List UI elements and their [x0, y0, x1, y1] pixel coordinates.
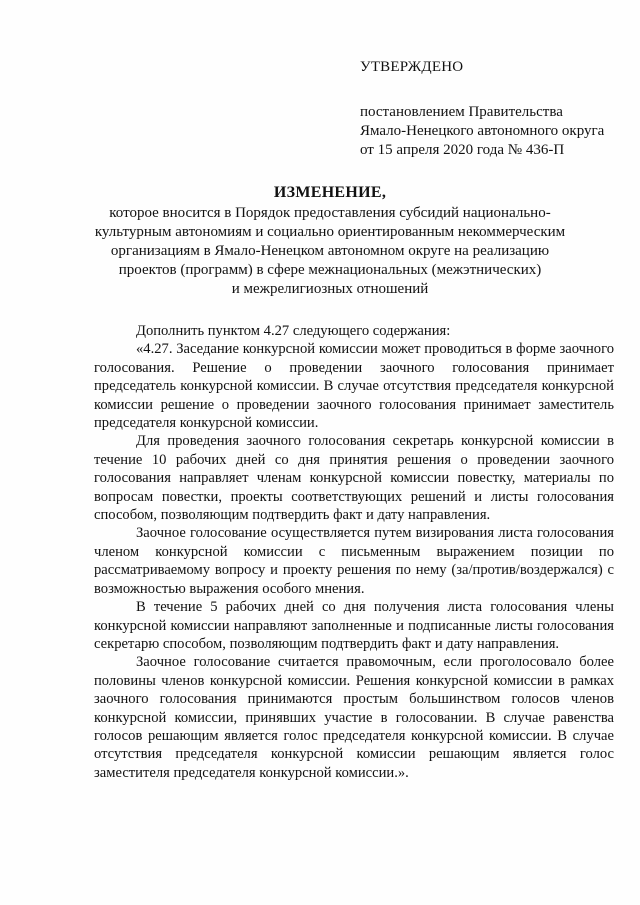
document-heading: ИЗМЕНЕНИЕ, — [273, 184, 387, 201]
title-line: и межрелигиозных отношений — [231, 281, 429, 297]
title-line: культурным автономиям и социально ориентированным некоммерческим — [94, 224, 566, 240]
approval-stamp: УТВЕРЖДЕНО — [360, 59, 464, 75]
title-line: организациям в Ямало-Ненецком автономном округе на реализацию — [110, 243, 550, 259]
intro-paragraph: Дополнить пунктом 4.27 следующего содержания: — [136, 323, 451, 339]
approval-date-line: от 15 апреля 2020 года № 436-П — [360, 142, 565, 158]
body-paragraph: «4.27. Заседание конкурсной комиссии может проводиться в форме заочного голосования. Решение о проведении заочного голосования принимает председатель конкурсной комиссии. В случае отсутствия председателя конкурсной комиссии решение о проведении заочного голосования принимает заместитель председателя конкурсной комиссии. — [94, 341, 614, 432]
title-line: которое вносится в Порядок предоставления субсидий национально- — [109, 205, 551, 221]
body-paragraph: Заочное голосование считается правомочным, если проголосовало более половины членов конкурсной комиссии. Решения конкурсной комиссии в рамках заочного голосования принимаются простым большинством голосов членов конкурсной комиссии, принявших участие в голосовании. В случае равенства голосов решающим является голос председателя конкурсной комиссии. В случае отсутствия председателя конкурсной комиссии решающим является голос заместителя председателя конкурсной комиссии.». — [94, 654, 614, 781]
document-title-block — [60, 183, 600, 299]
body-paragraph: Заочное голосование осуществляется путем визирования листа голосования членом конкурсной комиссии с письменным выражением позиции по рассматриваемому вопросу и проекту решения по нему (за/против/воздержался) с возможностью выражения особого мнения. — [94, 525, 614, 597]
approval-stamp-block — [360, 58, 620, 160]
title-line: проектов (программ) в сфере межнациональных (межэтнических) — [118, 262, 542, 278]
body-paragraph: Для проведения заочного голосования секретарь конкурсной комиссии в течение 10 рабочих дней со дня принятия решения о проведении заочного голосования направляет членам конкурсной комиссии повестку, материалы по вопросам повестки, проекты соответствующих решений и листы голосования способом, позволяющим подтвердить факт и дату направления. — [94, 433, 614, 524]
approval-line: постановлением Правительства — [360, 104, 563, 120]
document-body — [94, 322, 614, 782]
approval-line: Ямало-Ненецкого автономного округа — [360, 123, 605, 139]
body-paragraph: В течение 5 рабочих дней со дня получения листа голосования члены конкурсной комиссии направляют заполненные и подписанные листы голосования секретарю способом, позволяющим подтвердить факт и дату направления. — [94, 599, 614, 652]
